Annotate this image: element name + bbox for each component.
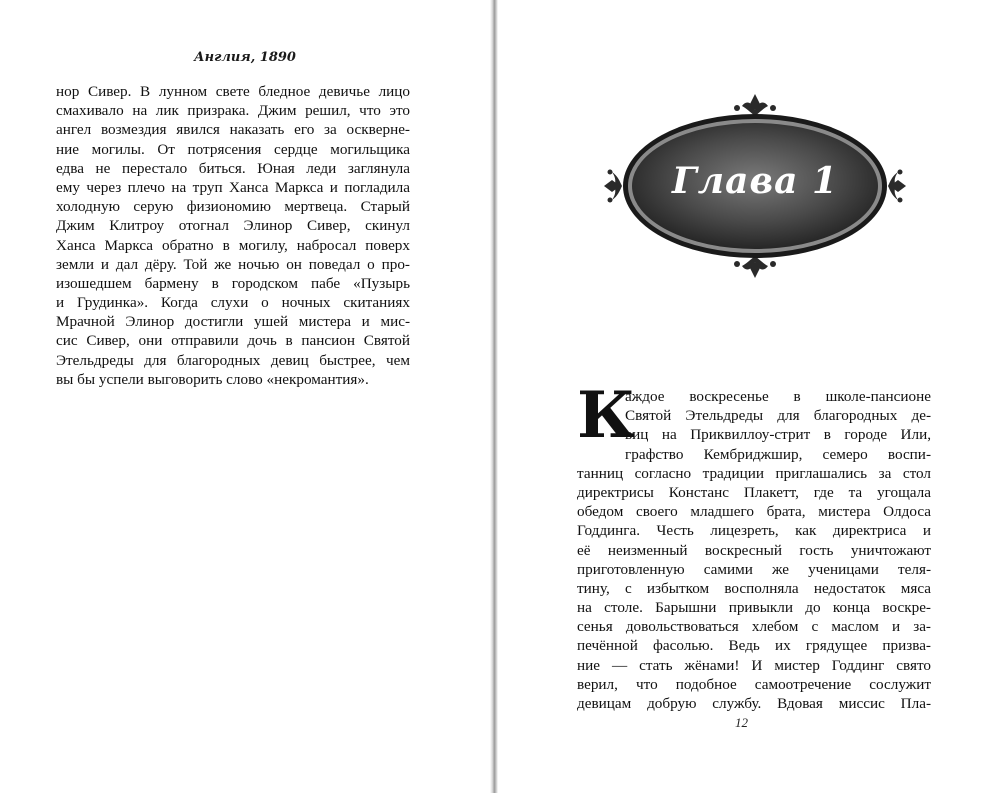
text-line: ние — стать жёнами! И мистер Годдинг свято — [577, 656, 931, 674]
text-line: ему через плечо на труп Ханса Маркса и погладила — [56, 178, 410, 196]
ornament-bottom — [734, 256, 776, 278]
text-line: графство Кембриджшир, семеро воспи- — [625, 445, 931, 463]
running-head: Англия, 1890 — [194, 50, 296, 65]
text-line: её неизменный воскресный гость уничтожают — [577, 541, 931, 559]
text-line: аждое воскресенье в школе-пансионе — [625, 388, 931, 405]
text-line: тину, с избытком восполняла недостаток мяса — [577, 579, 931, 597]
text-line: обедом своего младшего брата, мистера Олдоса — [577, 503, 931, 521]
book-gutter — [490, 0, 498, 793]
text-line: директрисы Констанс Плакетт, где та угощала — [577, 483, 931, 501]
text-line: холодную серую физиономию мертвеца. Старый — [56, 198, 410, 216]
text-line: Джим Клитроу отогнал Элинор Сивер, скинул — [56, 217, 410, 235]
text-line: и Грудинка». Когда слухи о ночных скитаниях — [56, 294, 410, 312]
text-line: нор Сивер. В лунном свете бледное девичье лицо — [56, 83, 410, 100]
right-page-text — [577, 387, 931, 713]
text-line: земли и дал дёру. Той же ночью он поведал о про- — [56, 255, 410, 273]
chapter-title: Глава 1 — [671, 160, 839, 202]
text-line: вы бы успели выговорить слово «некромантия». — [56, 370, 369, 388]
drop-cap: К — [577, 378, 636, 453]
text-line: девицам добрую службу. Вдовая миссис Пла- — [577, 695, 931, 712]
text-line: ангел возмездия явился наказать его за оскверне- — [56, 121, 410, 139]
text-line: изошедшем бармену в городском пабе «Пузырь — [56, 274, 410, 292]
text-line: едва не перестало биться. Юная леди заглянула — [56, 159, 410, 177]
text-line: приготовленную самими же ученицами теля- — [577, 560, 931, 578]
text-line: танниц согласно традиции приглашались за стол — [577, 464, 931, 482]
text-line: сенья довольствоваться хлебом с маслом и за- — [577, 618, 931, 636]
page-number: 12 — [735, 715, 748, 730]
text-line: сис Сивер, они отправили дочь в пансион Святой — [56, 332, 410, 350]
ornament-top — [734, 94, 776, 116]
text-line: верил, что подобное самоотречение сослужит — [577, 675, 931, 693]
text-line: ние могилы. От потрясения сердце могильщика — [56, 140, 410, 158]
text-line: виц на Приквиллоу-стрит в городе Или, — [625, 426, 931, 444]
text-line: Этельдреды для благородных девиц быстрее, чем — [56, 351, 410, 369]
text-line: Святой Этельдреды для благородных де- — [625, 407, 931, 425]
text-line: на столе. Барышни привыкли до конца воскре- — [577, 599, 931, 617]
text-line: смахивало на лик призрака. Джим решил, что это — [56, 102, 410, 120]
left-page-text — [56, 82, 410, 389]
right-page — [498, 0, 985, 793]
text-line: печённой фасолью. Ведь их грядущее призва- — [577, 637, 931, 655]
left-page — [0, 0, 490, 793]
text-line: Годдинга. Честь лицезреть, как директриса и — [577, 522, 931, 540]
text-line: Мрачной Элинор достигли ушей мистера и мис- — [56, 313, 410, 331]
text-line: Ханса Маркса обратно в могилу, набросал поверх — [56, 236, 410, 254]
